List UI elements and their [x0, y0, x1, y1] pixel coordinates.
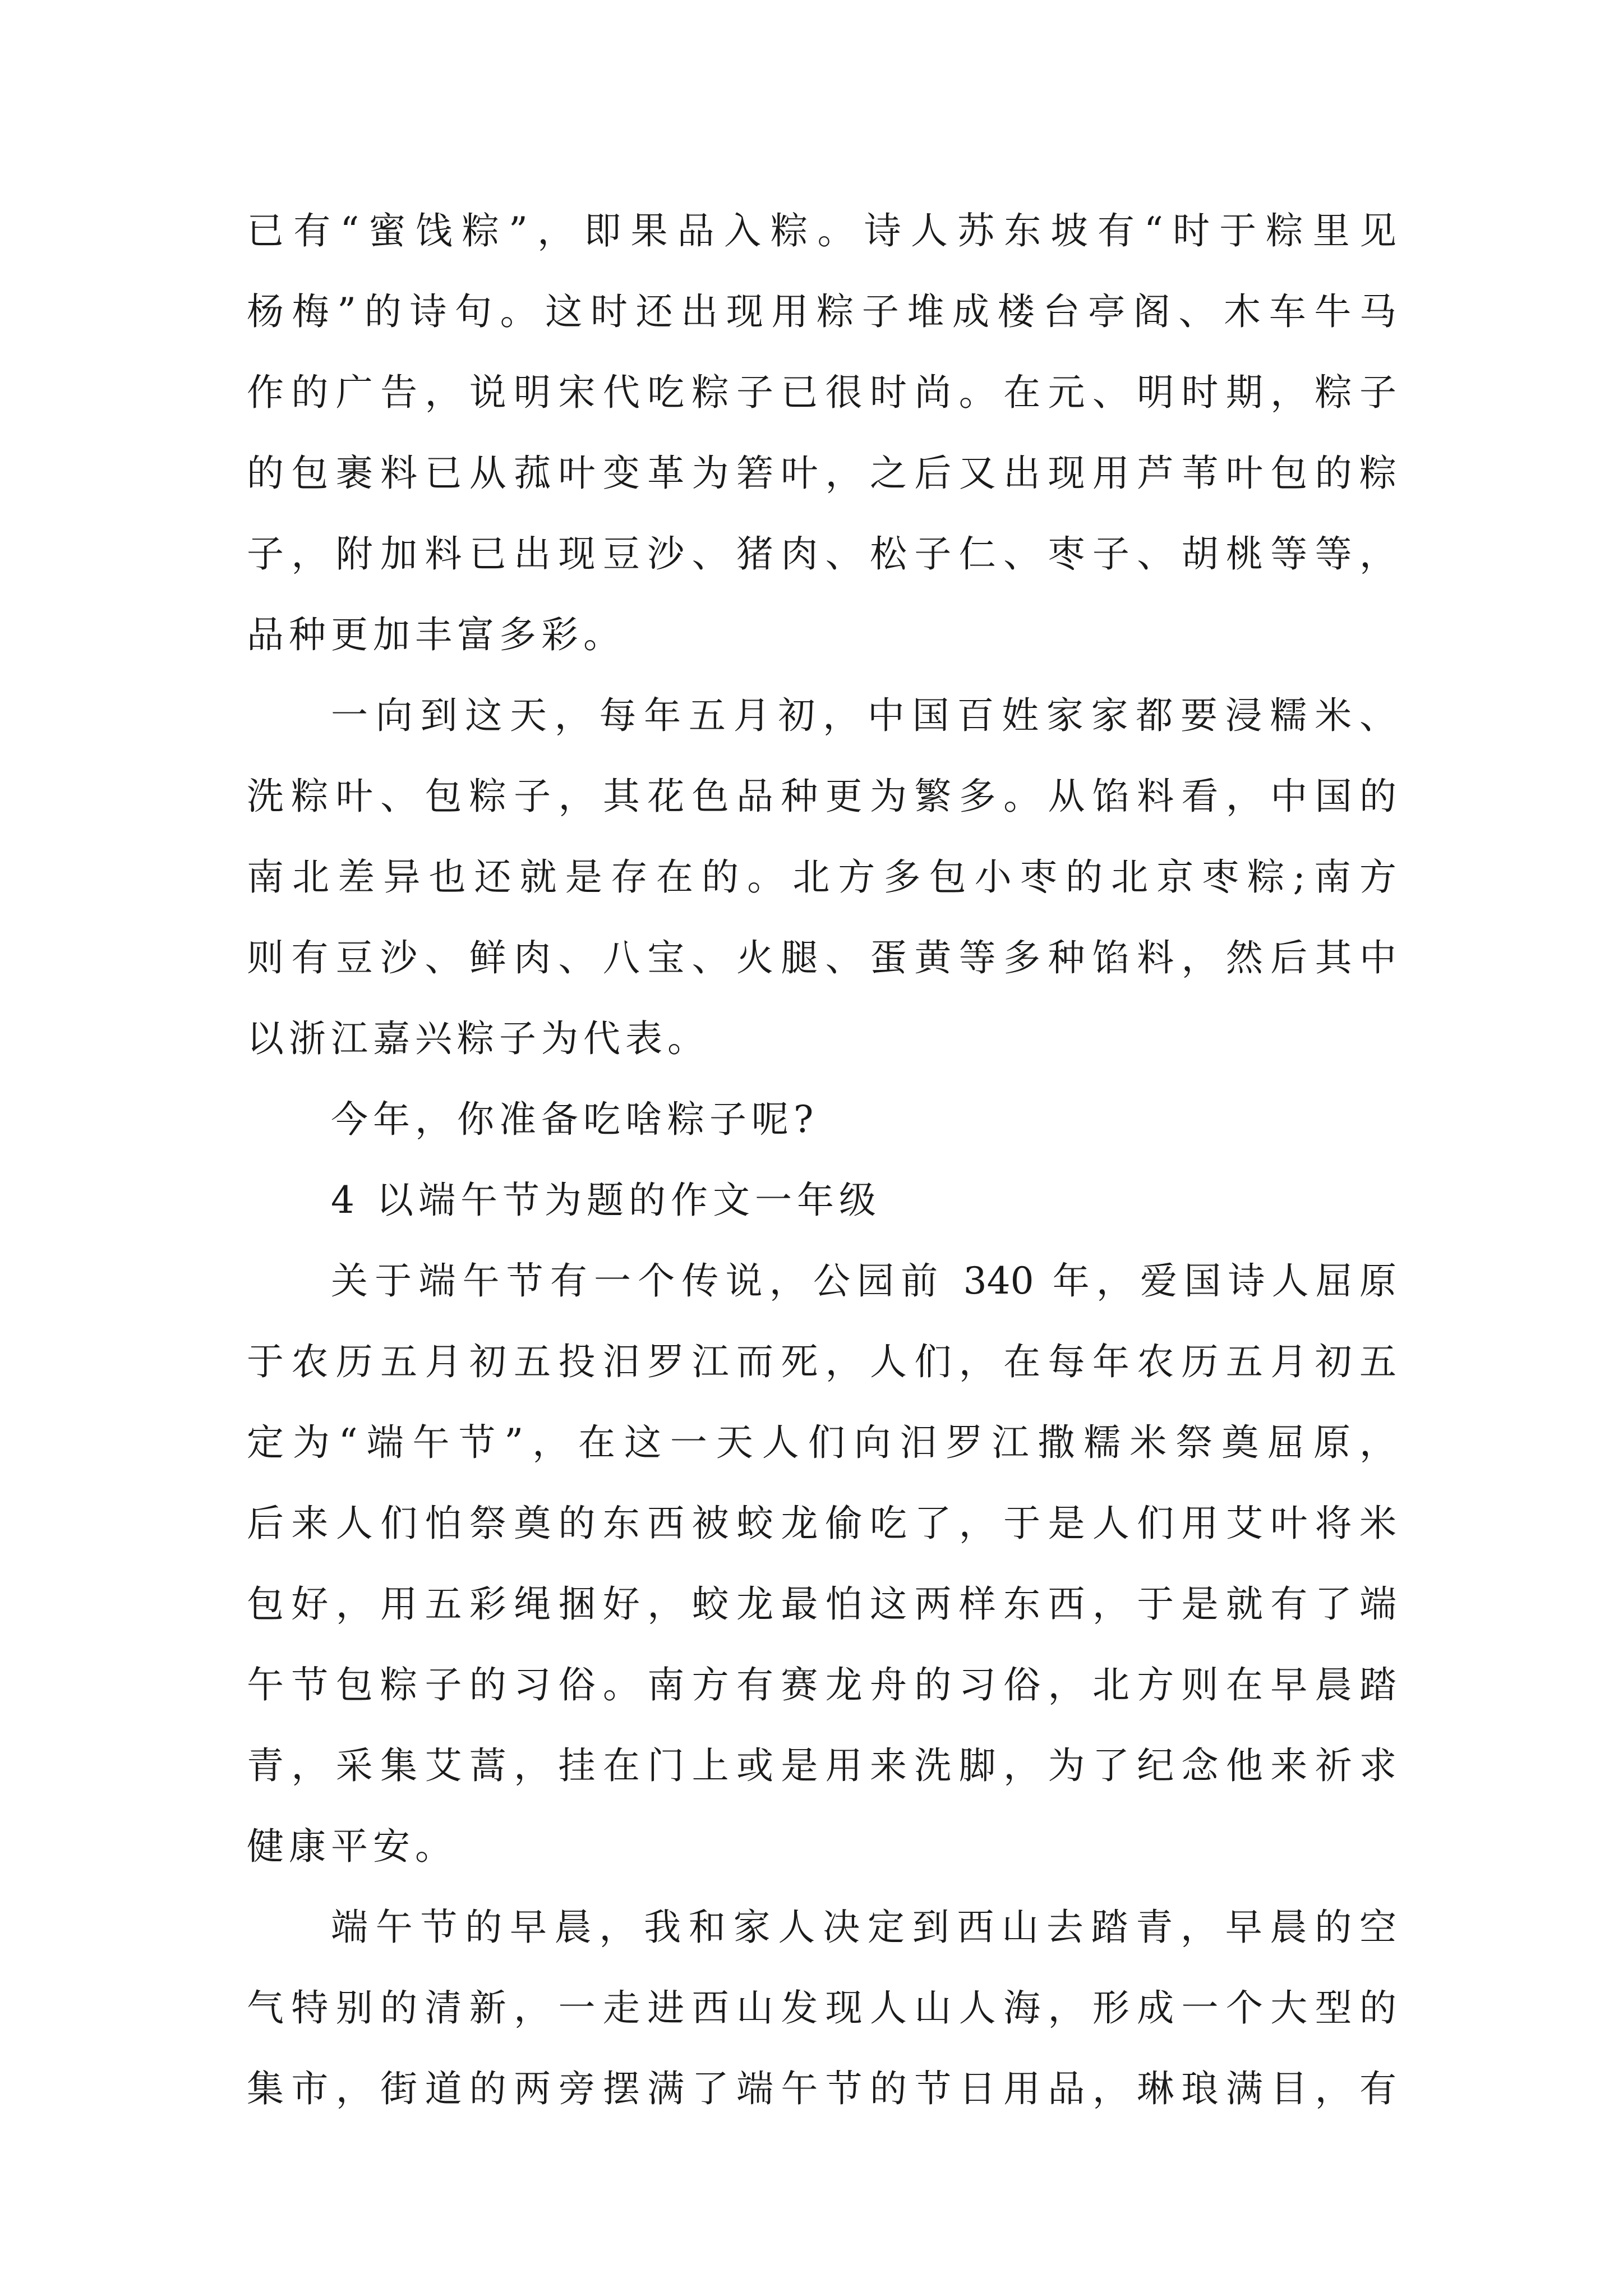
text-line: 子，附加料已出现豆沙、猪肉、松子仁、枣子、胡桃等等，	[247, 532, 1396, 576]
text-line: 包好，用五彩绳捆好，蛟龙最怕这两样东西，于是就有了端	[247, 1582, 1396, 1626]
text-line: 杨梅”的诗句。这时还出现用粽子堆成楼台亭阁、木车牛马	[247, 290, 1396, 333]
text-line: 午节包粽子的习俗。南方有赛龙舟的习俗，北方则在早晨踏	[247, 1663, 1396, 1706]
paragraph-first-line: 今年，你准备吃啥粽子呢?	[331, 1098, 819, 1141]
text-line: 于农历五月初五投汨罗江而死，人们，在每年农历五月初五	[247, 1340, 1396, 1383]
text-line: 定为“端午节”，在这一天人们向汨罗江撒糯米祭奠屈原，	[247, 1421, 1396, 1464]
text-line: 的包裹料已从菰叶变革为箬叶，之后又出现用芦苇叶包的粽	[247, 452, 1396, 495]
paragraph-first-line: 端午节的早晨，我和家人决定到西山去踏青，早晨的空	[331, 1906, 1396, 1949]
text-line: 作的广告，说明宋代吃粽子已很时尚。在元、明时期，粽子	[247, 371, 1396, 414]
paragraph-first-line: 关于端午节有一个传说，公园前 340 年，爱国诗人屈原	[331, 1259, 1396, 1303]
text-line: 青，采集艾蒿，挂在门上或是用来洗脚，为了纪念他来祈求	[247, 1744, 1396, 1787]
text-line: 则有豆沙、鲜肉、八宝、火腿、蛋黄等多种馅料，然后其中	[247, 936, 1396, 979]
text-line: 后来人们怕祭奠的东西被蛟龙偷吃了，于是人们用艾叶将米	[247, 1502, 1396, 1545]
paragraph-first-line: 一向到这天，每年五月初，中国百姓家家都要浸糯米、	[331, 694, 1396, 737]
text-line: 气特别的清新，一走进西山发现人山人海，形成一个大型的	[247, 1986, 1396, 2030]
text-line: 南北差异也还就是存在的。北方多包小枣的北京枣粽;南方	[247, 855, 1396, 899]
text-line: 已有“蜜饯粽”，即果品入粽。诗人苏东坡有“时于粽里见	[247, 209, 1396, 252]
section-heading: 4 以端午节为题的作文一年级	[331, 1179, 881, 1222]
text-line: 健康平安。	[247, 1825, 457, 1868]
text-line: 以浙江嘉兴粽子为代表。	[247, 1017, 709, 1060]
text-line: 洗粽叶、包粽子，其花色品种更为繁多。从馅料看，中国的	[247, 775, 1396, 818]
text-line: 集市，街道的两旁摆满了端午节的节日用品，琳琅满目，有	[247, 2067, 1396, 2110]
text-line: 品种更加丰富多彩。	[247, 613, 625, 656]
